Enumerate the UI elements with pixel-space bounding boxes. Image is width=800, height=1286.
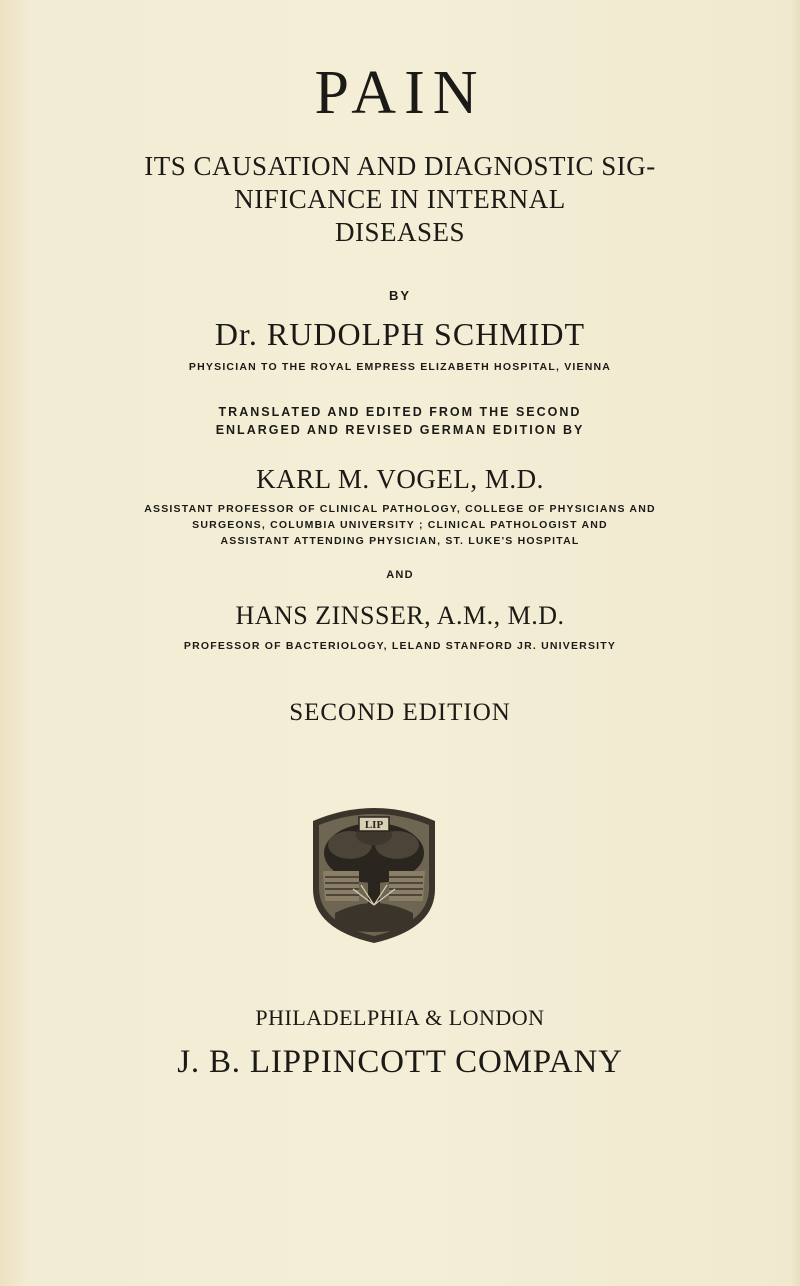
subtitle-line-3: DISEASES <box>334 217 466 247</box>
translator-1-desc-line-3: ASSISTANT ATTENDING PHYSICIAN, ST. LUKE'S HOSPITAL <box>220 535 580 547</box>
tree-printers-mark-icon <box>305 801 443 944</box>
subtitle-line-1: ITS CAUSATION AND DIAGNOSTIC SIG- <box>144 151 656 181</box>
and-conjunction: AND <box>386 569 414 581</box>
author-position: PHYSICIAN TO THE ROYAL EMPRESS ELIZABETH HOSPITAL, VIENNA <box>188 361 612 373</box>
translator-2-name: HANS ZINSSER, A.M., M.D. <box>235 601 565 630</box>
publication-place: PHILADELPHIA & LONDON <box>255 1005 545 1030</box>
subtitle-line-2: NIFICANCE IN INTERNAL <box>234 184 566 214</box>
translator-1-desc-line-2: SURGEONS, COLUMBIA UNIVERSITY ; CLINICAL PATHOLOGIST AND <box>192 519 608 531</box>
publisher-name: J. B. LIPPINCOTT COMPANY <box>177 1044 623 1080</box>
author-name: Dr. RUDOLPH SCHMIDT <box>214 316 586 352</box>
edition-label: SECOND EDITION <box>289 699 511 726</box>
translator-1-name: KARL M. VOGEL, M.D. <box>256 464 544 494</box>
by-label: BY <box>388 288 412 303</box>
translator-2-desc: PROFESSOR OF BACTERIOLOGY, LELAND STANFORD JR. UNIVERSITY <box>183 640 617 652</box>
svg-text:LIP: LIP <box>364 819 384 831</box>
book-title: PAIN <box>314 59 486 127</box>
translation-note-line-2: ENLARGED AND REVISED GERMAN EDITION BY <box>215 423 585 437</box>
translator-1-desc-line-1: ASSISTANT PROFESSOR OF CLINICAL PATHOLOGY, COLLEGE OF PHYSICIANS AND <box>144 503 656 515</box>
translation-note-line-1: TRANSLATED AND EDITED FROM THE SECOND <box>218 405 582 419</box>
